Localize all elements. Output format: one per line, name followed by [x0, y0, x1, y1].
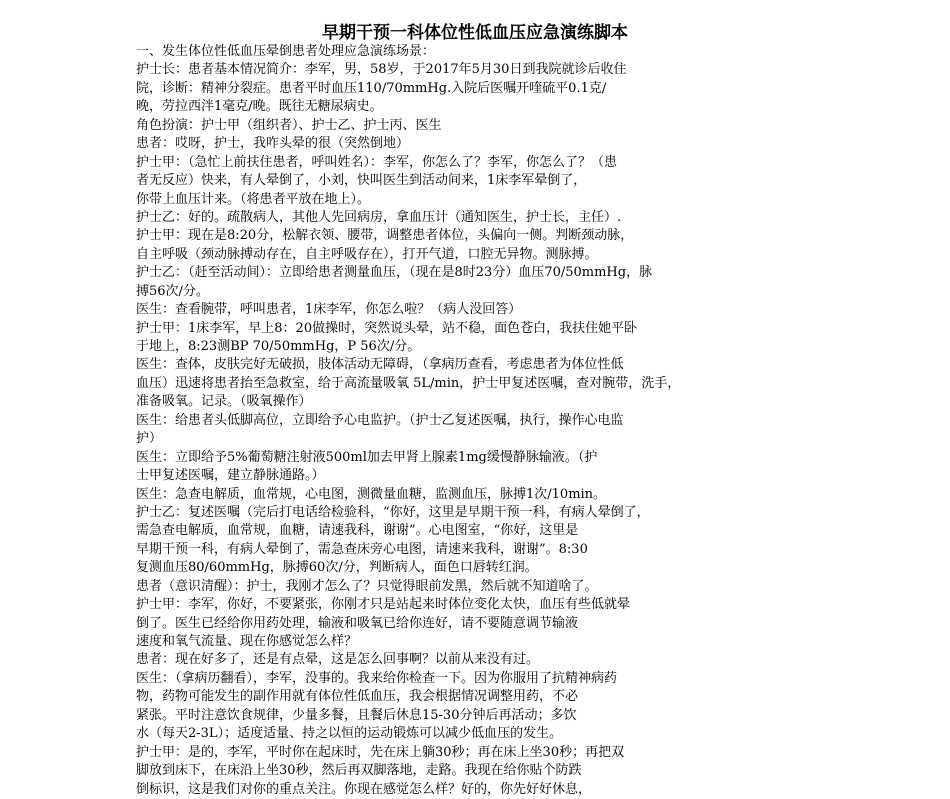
text-line: 护士乙：（赶至活动间）：立即给患者测量血压，（现在是8时23分）血压70/50mmHg，脉	[136, 265, 653, 281]
text-line: 医生：（拿病历翻看），李军，没事的。我来给你检查一下。因为你服用了抗精神病药	[136, 670, 618, 686]
text-line: 院，诊断：精神分裂症。患者平时血压110/70mmHg.入院后医嘱开喹硫平0.1克/	[136, 80, 607, 96]
text-line: 者无反应）快来，有人晕倒了，小刘，快叫医生到活动间来，1床李军晕倒了，	[136, 173, 587, 189]
text-line: 复测血压80/60mmHg，脉搏60次/分，判断病人，面色口唇转红润。	[136, 560, 538, 576]
text-line: 倒了。医生已经给你用药处理，输液和吸氧已给你连好，请不要随意调节输液	[136, 615, 579, 631]
text-line: 倒标识，这是我们对你的重点关注。你现在感觉怎么样？好的，你先好好休息，	[136, 781, 592, 797]
text-line: 护士甲：是的，李军，平时你在起床时，先在床上躺30秒；再在床上坐30秒；再把双	[136, 744, 625, 760]
text-line: 早期干预一科，有病人晕倒了，需急查床旁心电图，请速来我科，谢谢”。8:30	[136, 541, 588, 557]
text-line: 患者（意识清醒）：护士，我刚才怎么了？只觉得眼前发黑，然后就不知道啥了。	[136, 578, 598, 594]
text-line: 紧张。平时注意饮食规律，少量多餐，且餐后休息15-30分钟后再活动；多饮	[136, 707, 577, 723]
text-line: 物，药物可能发生的副作用就有体位性低血压，我会根据情况调整用药，不必	[136, 689, 579, 705]
text-line: 医生：查看腕带，呼叫患者，1床李军，你怎么啦？（病人没回答）	[136, 302, 522, 318]
text-line: 护士长：患者基本情况简介：李军，男，58岁，于2017年5月30日到我院就诊后收住	[136, 62, 627, 78]
text-line: 需急查电解质，血常规，血糖，请速我科，谢谢”。心电图室，“你好，这里是	[136, 523, 579, 539]
text-line: 脚放到床下，在床沿上坐30秒，然后再双脚落地，走路。我现在给你贴个防跌	[136, 763, 582, 779]
text-line: 水（每天2-3L）；适度适量、持之以恒的运动锻炼可以减少低血压的发生。	[136, 726, 563, 742]
text-line: 患者：哎呀，护士，我咋头晕的很（突然倒地）	[136, 136, 410, 152]
text-line: 自主呼吸（颈动脉搏动存在，自主呼吸存在），打开气道，口腔无异物。测脉搏。	[136, 246, 598, 262]
text-line: 护士乙：好的。疏散病人，其他人先回病房，拿血压计（通知医生，护士长，主任）.	[136, 209, 622, 225]
document-title: 早期干预一科体位性低血压应急演练脚本	[322, 23, 628, 43]
text-line: 医生：立即给予5%葡萄糖注射液500ml加去甲肾上腺素1mg缓慢静脉输液。（护	[136, 449, 598, 465]
text-line: 一、发生体位性低血压晕倒患者处理应急演练场景：	[136, 44, 436, 59]
text-line: 护士甲：现在是8:20分，松解衣领、腰带，调整患者体位，头偏向一侧。判断颈动脉，	[136, 228, 634, 244]
text-line: 搏56次/分。	[136, 283, 209, 299]
text-line: 准备吸氧。记录。（吸氧操作）	[136, 394, 312, 410]
text-line: 晚，劳拉西泮1毫克/晚。既往无糖尿病史。	[136, 99, 383, 115]
text-line: 医生：查体，皮肤完好无破损，肢体活动无障碍，（拿病历查看，考虑患者为体位性低	[136, 357, 624, 373]
text-line: 护）	[136, 431, 163, 447]
text-line: 护士乙：复述医嘱（完后打电话给检验科，“你好，这里是早期干预一科，有病人晕倒了，	[136, 504, 650, 520]
text-line: 护士甲：1床李军，早上8：20做操时，突然说头晕，站不稳，面色苍白，我扶住她平卧	[136, 320, 638, 336]
text-line: 护士甲：（急忙上前扶住患者，呼叫姓名）：李军，你怎么了？李军，你怎么了？（患	[136, 154, 618, 170]
text-line: 你带上血压计来。（将患者平放在地上）。	[136, 191, 371, 207]
text-line: 医生：给患者头低脚高位，立即给予心电监护。（护士乙复述医嘱，执行，操作心电监	[136, 412, 624, 428]
text-line: 于地上，8:23测BP 70/50mmHg，P 56次/分。	[136, 339, 421, 354]
text-line: 士甲复述医嘱，建立静脉通路。）	[136, 468, 325, 484]
text-line: 角色扮演：护士甲（组织者）、护士乙、护士丙、医生	[136, 117, 442, 133]
text-line: 速度和氧气流量、现在你感觉怎么样？	[136, 634, 358, 649]
text-line: 医生：急查电解质，血常规，心电图，测微量血糖，监测血压，脉搏1次/10min。	[136, 486, 607, 502]
text-line: 护士甲：李军，你好，不要紧张，你刚才只是站起来时体位变化太快，血压有些低就晕	[136, 597, 631, 613]
text-line: 患者：现在好多了，还是有点晕，这是怎么回事啊？以前从来没有过。	[136, 652, 540, 668]
document-body	[136, 43, 736, 799]
text-line: 血压）迅速将患者抬至急救室，给于高流量吸氧 5L/min，护士甲复述医嘱，查对腕带，洗手，	[136, 375, 681, 391]
